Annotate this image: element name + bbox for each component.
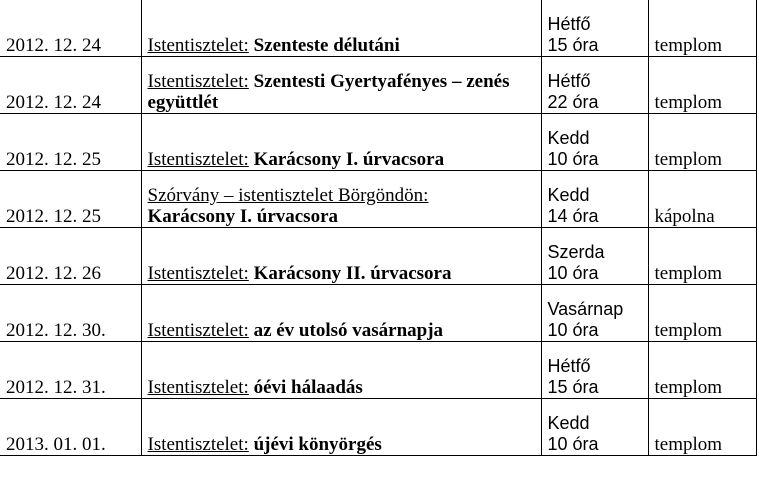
table-row — [0, 0, 756, 57]
table-row — [0, 114, 756, 171]
event-title: Szentesti Gyertyafényes – zenés együttlét — [147, 71, 510, 113]
event-label: Istentisztelet: — [147, 434, 249, 455]
day-text: Vasárnap — [547, 299, 624, 319]
place-cell: templom — [648, 285, 756, 342]
event-title: óévi hálaadás — [253, 377, 363, 398]
time-cell — [541, 399, 648, 456]
event-cell — [141, 399, 541, 456]
event-title: Karácsony I. úrvacsora — [147, 206, 339, 227]
hour-text: 14 óra — [547, 206, 599, 226]
event-title: Szenteste délutáni — [253, 35, 400, 56]
event-cell — [141, 285, 541, 342]
hour-text: 10 óra — [547, 263, 599, 283]
place-cell: kápolna — [648, 171, 756, 228]
hour-text: 10 óra — [547, 320, 599, 340]
event-cell — [141, 342, 541, 399]
event-cell — [141, 0, 541, 57]
table-row — [0, 57, 756, 114]
place-cell: templom — [648, 57, 756, 114]
event-title: az év utolsó vasárnapja — [253, 320, 444, 341]
hour-text: 15 óra — [547, 35, 599, 55]
event-label: Istentisztelet: — [147, 35, 249, 56]
time-cell — [541, 285, 648, 342]
date-cell: 2012. 12. 25 — [0, 114, 141, 171]
hour-text: 10 óra — [547, 149, 599, 169]
time-cell — [541, 228, 648, 285]
event-title: Karácsony II. úrvacsora — [253, 263, 452, 284]
event-title: újévi könyörgés — [253, 434, 382, 455]
time-cell — [541, 57, 648, 114]
day-text: Kedd — [547, 413, 590, 433]
table-row — [0, 342, 756, 399]
hour-text: 15 óra — [547, 377, 599, 397]
time-cell — [541, 0, 648, 57]
event-label: Istentisztelet: — [147, 149, 249, 170]
event-label: Szórvány – istentisztelet Börgöndön: — [147, 185, 429, 206]
time-cell — [541, 171, 648, 228]
event-cell — [141, 171, 541, 228]
event-label: Istentisztelet: — [147, 263, 249, 284]
date-cell: 2012. 12. 30. — [0, 285, 141, 342]
date-cell: 2012. 12. 31. — [0, 342, 141, 399]
event-cell — [141, 114, 541, 171]
day-text: Kedd — [547, 128, 590, 148]
day-text: Hétfő — [547, 356, 591, 376]
table-row — [0, 228, 756, 285]
table-row — [0, 399, 756, 456]
place-cell: templom — [648, 228, 756, 285]
event-title: Karácsony I. úrvacsora — [253, 149, 445, 170]
place-cell: templom — [648, 342, 756, 399]
date-cell: 2012. 12. 25 — [0, 171, 141, 228]
event-cell — [141, 57, 541, 114]
hour-text: 10 óra — [547, 434, 599, 454]
day-text: Kedd — [547, 185, 590, 205]
date-cell: 2012. 12. 26 — [0, 228, 141, 285]
day-text: Hétfő — [547, 71, 591, 91]
place-cell: templom — [648, 399, 756, 456]
day-text: Hétfő — [547, 14, 591, 34]
day-text: Szerda — [547, 242, 605, 262]
date-cell: 2012. 12. 24 — [0, 0, 141, 57]
table-row — [0, 285, 756, 342]
date-cell: 2013. 01. 01. — [0, 399, 141, 456]
event-label: Istentisztelet: — [147, 320, 249, 341]
event-label: Istentisztelet: — [147, 71, 249, 92]
date-cell: 2012. 12. 24 — [0, 57, 141, 114]
hour-text: 22 óra — [547, 92, 599, 112]
event-label: Istentisztelet: — [147, 377, 249, 398]
time-cell — [541, 114, 648, 171]
time-cell — [541, 342, 648, 399]
event-cell — [141, 228, 541, 285]
table-row — [0, 171, 756, 228]
place-cell: templom — [648, 0, 756, 57]
place-cell: templom — [648, 114, 756, 171]
